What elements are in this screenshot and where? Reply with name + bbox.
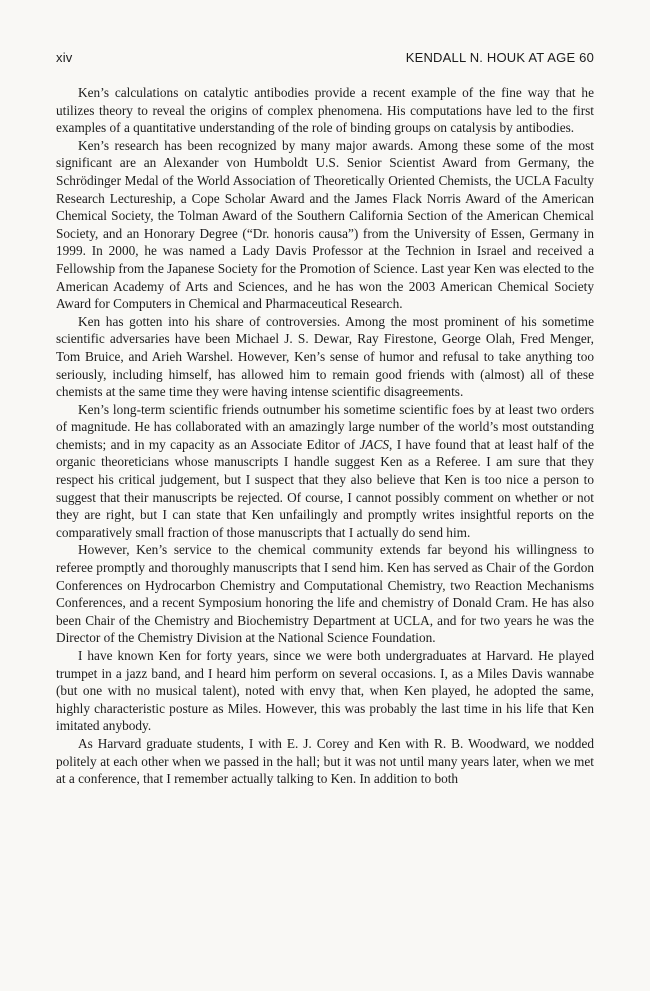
paragraph: However, Ken’s service to the chemical community extends far beyond his willingness to referee promptly and thoroughly manuscripts that I send him. Ken has served as Chair of the Gordon Conferences on Hydrocarbon Chemistry and Computational Chemistry, two Reaction Mechanisms Conferences, and a recent Symposium honoring the life and chemistry of Donald Cram. He has also been Chair of the Chemistry and Biochemistry Department at UCLA, and for two years he was the Director of the Chemistry Division at the National Science Foundation.: [56, 542, 594, 646]
paragraph: I have known Ken for forty years, since we were both undergraduates at Harvard. He played trumpet in a jazz band, and I heard him perform on several occasions. I, as a Miles Davis wannabe (but one with no musical talent), noted with envy that, when Ken played, he adopted the same, highly characteristic posture as Miles. However, this was probably the last time in his life that Ken imitated anybody.: [56, 648, 594, 734]
body-text: [56, 84, 594, 788]
paragraph: As Harvard graduate students, I with E. J. Corey and Ken with R. B. Woodward, we nodded politely at each other when we passed in the hall; but it was not until many years later, when we met at a conference, that I remember actually talking to Ken. In addition to both: [56, 735, 594, 787]
paragraph: Ken’s research has been recognized by many major awards. Among these some of the most significant are an Alexander von Humboldt U.S. Senior Scientist Award from Germany, the Schrödinger Medal of the World Association of Theoretically Oriented Chemists, the UCLA Faculty Research Lectureship, a Cope Scholar Award and the James Flack Norris Award of the American Chemical Society, the Tolman Award of the Southern California Section of the American Chemical Society, and an Honorary Degree (“Dr. honoris causa”) from the University of Essen, Germany in 1999. In 2000, he was named a Lady Davis Professor at the Technion in Israel and received a Fellowship from the Japanese Society for the Promotion of Science. Last year Ken was elected to the American Academy of Arts and Sciences, and he has won the 2003 American Chemical Society Award for Computers in Chemical and Pharmaceutical Research.: [56, 137, 594, 312]
running-title: KENDALL N. HOUK AT AGE 60: [405, 50, 594, 65]
journal-name: JACS: [359, 436, 390, 452]
paragraph: Ken has gotten into his share of controversies. Among the most prominent of his sometime scientific adversaries have been Michael J. S. Dewar, Ray Firestone, George Olah, Fred Menger, Tom Bruice, and Arieh Warshel. However, Ken’s sense of humor and refusal to take anything too seriously, including himself, has allowed him to remain good friends with (almost) all of these chemists at the same time they were having intense scientific disagreements.: [56, 313, 594, 400]
running-header: [56, 50, 594, 65]
paragraph: Ken’s long-term scientific friends outnumber his sometime scientific foes by at least two orders of magnitude. He has collaborated with an amazingly large number of the world’s most outstanding chemists; and in my capacity as an Associate Editor of JACS, I have found that at least half of the organic theoreticians whose manuscripts I handle suggest Ken as a Referee. I am sure that they respect his critical judgement, but I suspect that they also believe that Ken is too nice a person to suggest that their manuscripts be rejected. Of course, I cannot possibly comment on whether or not they are right, but I can state that Ken unfailingly and promptly writes insightful reports on the comparatively small fraction of those manuscripts that I actually do send him.: [56, 401, 594, 540]
paragraph: Ken’s calculations on catalytic antibodies provide a recent example of the fine way that he utilizes theory to reveal the origins of complex phenomena. His computations have led to the first examples of a quantitative understanding of the role of binding groups on catalysis by antibodies.: [56, 85, 594, 136]
page-number: xiv: [56, 50, 73, 65]
